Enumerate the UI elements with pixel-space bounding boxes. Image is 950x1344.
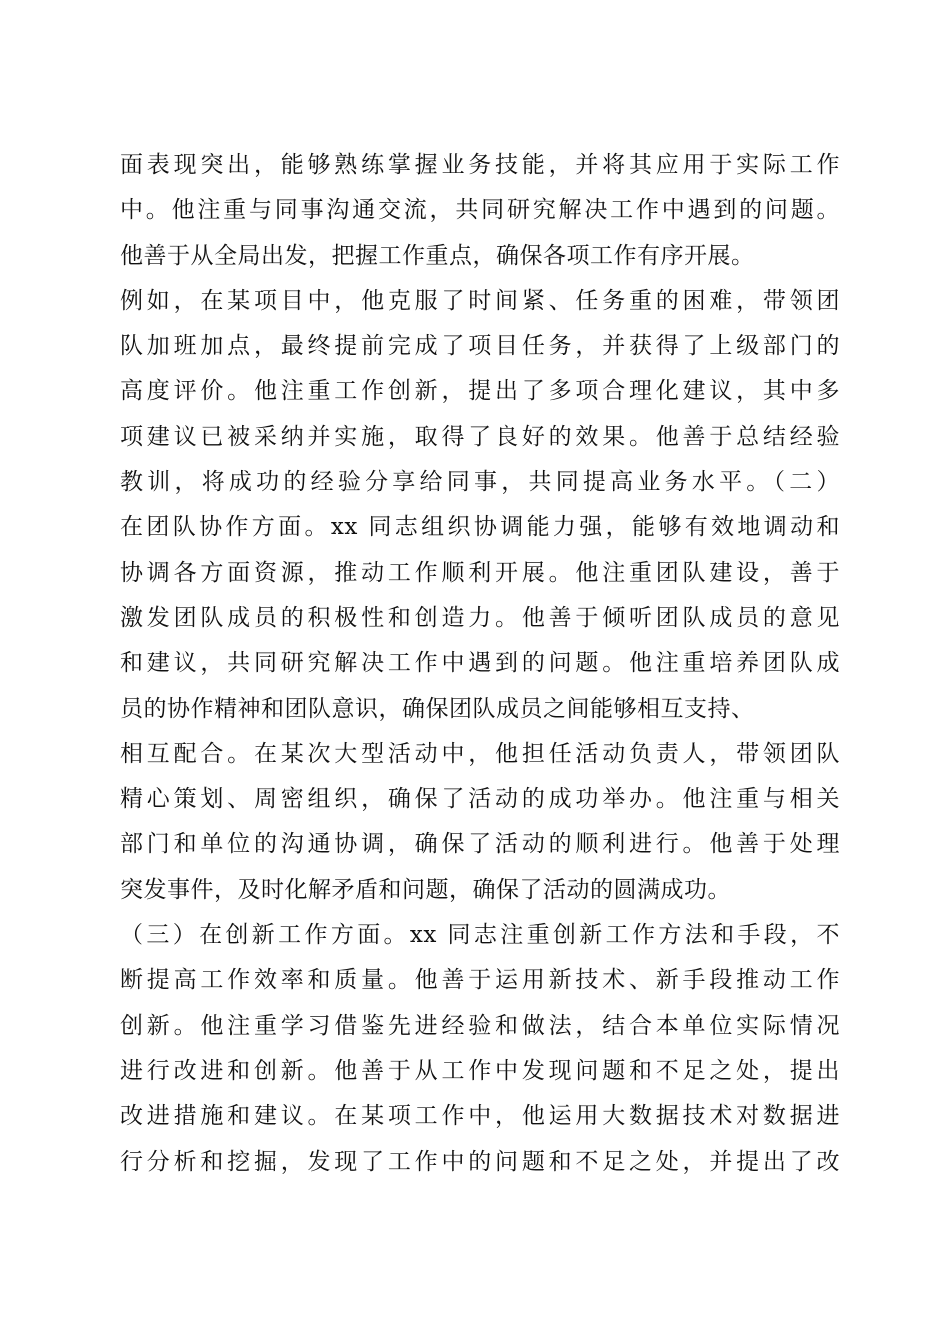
text-line: 中。他注重与同事沟通交流，共同研究解决工作中遇到的问题。 [120, 197, 840, 224]
text-line: 在团队协作方面。xx 同志组织协调能力强，能够有效地调动和 [120, 514, 840, 541]
text-line: 教训，将成功的经验分享给同事，共同提高业务水平。（二） [120, 469, 840, 496]
text-line: 员的协作精神和团队意识，确保团队成员之间能够相互支持、 [120, 695, 755, 722]
text-line: 部门和单位的沟通协调，确保了活动的顺利进行。他善于处理 [120, 831, 840, 858]
text-line: 面表现突出，能够熟练掌握业务技能，并将其应用于实际工作 [120, 152, 840, 178]
text-line: 他善于从全局出发，把握工作重点，确保各项工作有序开展。 [120, 242, 755, 269]
text-line: 改进措施和建议。在某项工作中，他运用大数据技术对数据进 [120, 1103, 840, 1130]
text-line: 突发事件，及时化解矛盾和问题，确保了活动的圆满成功。 [120, 876, 731, 903]
text-line: （三）在创新工作方面。xx 同志注重创新工作方法和手段，不 [120, 922, 840, 949]
text-line: 断提高工作效率和质量。他善于运用新技术、新手段推动工作 [120, 967, 840, 994]
text-line: 进行改进和创新。他善于从工作中发现问题和不足之处，提出 [120, 1057, 840, 1084]
body-text [120, 143, 840, 1185]
text-line: 相互配合。在某次大型活动中，他担任活动负责人，带领团队 [120, 740, 840, 767]
text-line: 队加班加点，最终提前完成了项目任务，并获得了上级部门的 [120, 333, 840, 360]
text-line: 行分析和挖掘，发现了工作中的问题和不足之处，并提出了改 [120, 1148, 840, 1175]
text-line: 激发团队成员的积极性和创造力。他善于倾听团队成员的意见 [120, 604, 840, 631]
text-line: 精心策划、周密组织，确保了活动的成功举办。他注重与相关 [120, 786, 840, 813]
text-line: 项建议已被采纳并实施，取得了良好的效果。他善于总结经验 [120, 423, 840, 450]
text-line: 高度评价。他注重工作创新，提出了多项合理化建议，其中多 [120, 378, 840, 405]
text-line: 协调各方面资源，推动工作顺利开展。他注重团队建设，善于 [120, 559, 840, 586]
text-line: 和建议，共同研究解决工作中遇到的问题。他注重培养团队成 [120, 650, 840, 677]
text-line: 例如，在某项目中，他克服了时间紧、任务重的困难，带领团 [120, 287, 840, 314]
text-line: 创新。他注重学习借鉴先进经验和做法，结合本单位实际情况 [120, 1012, 840, 1039]
